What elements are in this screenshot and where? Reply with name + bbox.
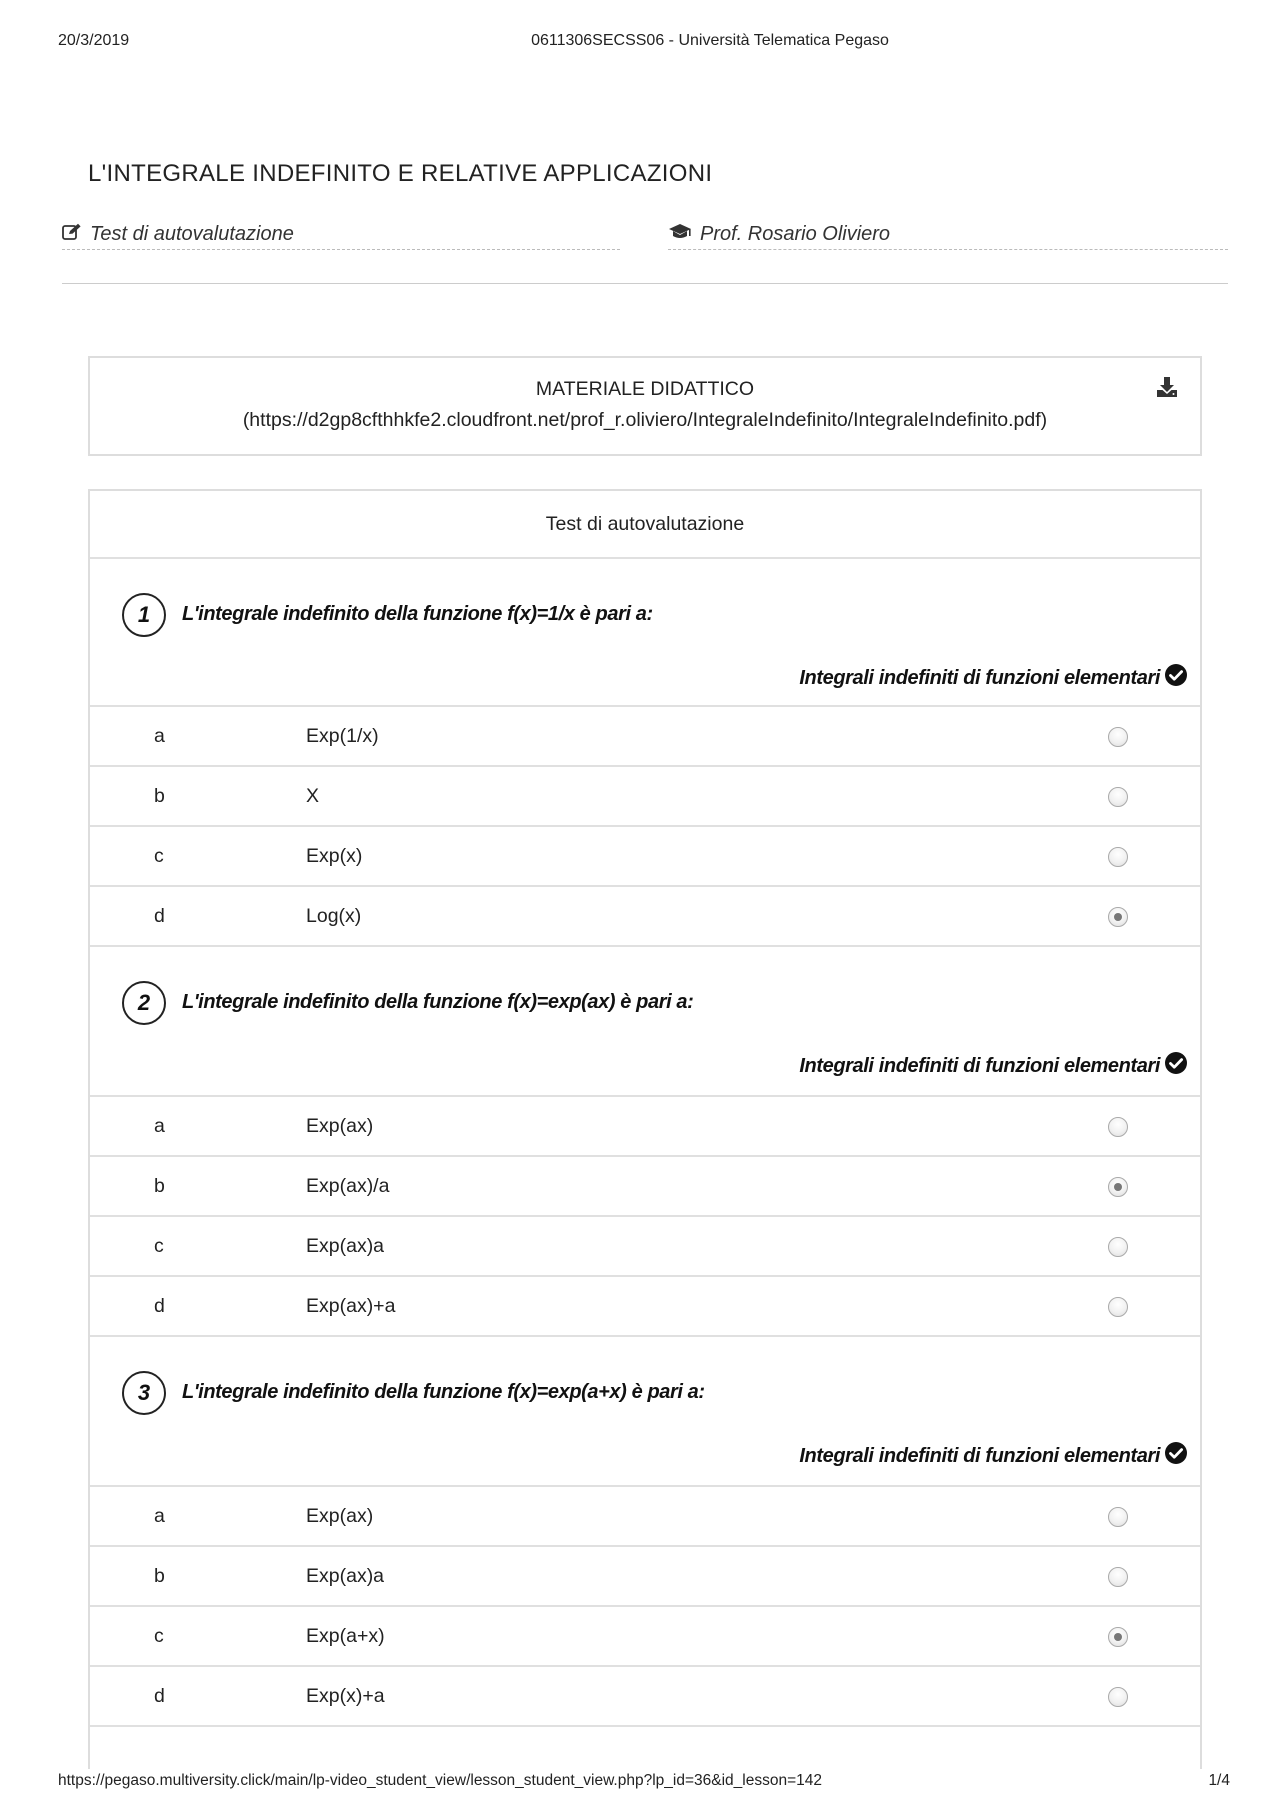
option-letter: b <box>154 1175 165 1197</box>
print-date: 20/3/2019 <box>58 32 130 49</box>
download-icon[interactable] <box>1156 376 1178 404</box>
answer-option[interactable] <box>90 767 1200 827</box>
material-url[interactable]: (https://d2gp8cfthhkfe2.cloudfront.net/prof_r.oliviero/IntegraleIndefinito/IntegraleIndefinito.pdf) <box>242 409 1048 431</box>
question-list <box>90 559 1200 1727</box>
question-1 <box>90 559 1200 947</box>
option-letter: d <box>154 905 165 927</box>
option-letter: a <box>154 725 165 747</box>
option-radio[interactable] <box>1108 1687 1128 1707</box>
question-number: 3 <box>122 1371 166 1415</box>
option-text: Exp(1/x) <box>306 725 379 747</box>
option-text: Exp(ax) <box>306 1115 374 1137</box>
option-text: X <box>306 785 320 807</box>
question-text: L'integrale indefinito della funzione f(x)=exp(a+x) è pari a: <box>182 1381 705 1403</box>
print-title: 0611306SECSS06 - Università Telematica Pegaso <box>531 32 889 49</box>
option-letter: b <box>154 785 165 807</box>
question-topic <box>799 663 1188 693</box>
option-letter: c <box>154 1235 164 1257</box>
edit-icon <box>62 223 90 247</box>
answer-option[interactable] <box>90 1157 1200 1217</box>
question-text: L'integrale indefinito della funzione f(x)=1/x è pari a: <box>182 603 653 625</box>
print-url: https://pegaso.multiversity.click/main/lp-video_student_view/lesson_student_view.php?lp_id=36&id_lesson=142 <box>58 1772 822 1789</box>
option-letter: b <box>154 1565 165 1587</box>
option-letter: c <box>154 1625 164 1647</box>
question-topic-label: Integrali indefiniti di funzioni elementari <box>799 1054 1160 1077</box>
question-topic-label: Integrali indefiniti di funzioni elementari <box>799 666 1160 689</box>
option-radio[interactable] <box>1108 907 1128 927</box>
question-topic <box>799 1051 1188 1081</box>
page-number: 1/4 <box>1208 1772 1230 1789</box>
test-link[interactable] <box>62 220 620 250</box>
graduation-cap-icon <box>668 223 700 247</box>
check-circle-icon <box>1160 663 1188 693</box>
option-letter: a <box>154 1505 165 1527</box>
material-label: MATERIALE DIDATTICO <box>535 378 755 400</box>
question-head <box>90 947 1200 1097</box>
option-text: Exp(ax)a <box>306 1565 385 1587</box>
test-header: Test di autovalutazione <box>90 491 1200 559</box>
check-circle-icon <box>1160 1051 1188 1081</box>
question-3 <box>90 1337 1200 1727</box>
option-text: Exp(ax)a <box>306 1235 385 1257</box>
option-text: Exp(x) <box>306 845 363 867</box>
answer-option[interactable] <box>90 1667 1200 1727</box>
professor-name: Prof. Rosario Oliviero <box>700 223 891 245</box>
answer-option[interactable] <box>90 1607 1200 1667</box>
answer-option[interactable] <box>90 707 1200 767</box>
option-letter: d <box>154 1295 165 1317</box>
answer-option[interactable] <box>90 1277 1200 1337</box>
question-number: 2 <box>122 981 166 1025</box>
option-radio[interactable] <box>1108 1177 1128 1197</box>
test-link-label: Test di autovalutazione <box>90 223 294 245</box>
divider <box>62 283 1228 284</box>
question-text: L'integrale indefinito della funzione f(x)=exp(ax) è pari a: <box>182 991 694 1013</box>
option-radio[interactable] <box>1108 847 1128 867</box>
answer-option[interactable] <box>90 1217 1200 1277</box>
material-box[interactable] <box>88 356 1202 456</box>
question-topic-label: Integrali indefiniti di funzioni elementari <box>799 1444 1160 1467</box>
option-radio[interactable] <box>1108 1507 1128 1527</box>
option-radio[interactable] <box>1108 787 1128 807</box>
page-title: L'INTEGRALE INDEFINITO E RELATIVE APPLICAZIONI <box>88 160 713 187</box>
answer-option[interactable] <box>90 1097 1200 1157</box>
option-radio[interactable] <box>1108 727 1128 747</box>
option-letter: c <box>154 845 164 867</box>
question-head <box>90 1337 1200 1487</box>
check-circle-icon <box>1160 1441 1188 1471</box>
answer-option[interactable] <box>90 1547 1200 1607</box>
option-text: Exp(x)+a <box>306 1685 385 1707</box>
option-letter: d <box>154 1685 165 1707</box>
option-letter: a <box>154 1115 165 1137</box>
print-header <box>0 32 1280 56</box>
option-radio[interactable] <box>1108 1627 1128 1647</box>
question-2 <box>90 947 1200 1337</box>
professor-info <box>668 220 1228 250</box>
option-text: Exp(ax) <box>306 1505 374 1527</box>
option-text: Log(x) <box>306 905 362 927</box>
question-head <box>90 559 1200 707</box>
option-radio[interactable] <box>1108 1117 1128 1137</box>
option-text: Exp(ax)/a <box>306 1175 390 1197</box>
question-number: 1 <box>122 593 166 637</box>
answer-option[interactable] <box>90 1487 1200 1547</box>
test-panel <box>88 489 1202 1769</box>
option-radio[interactable] <box>1108 1567 1128 1587</box>
option-text: Exp(ax)+a <box>306 1295 396 1317</box>
option-radio[interactable] <box>1108 1297 1128 1317</box>
answer-option[interactable] <box>90 887 1200 947</box>
option-text: Exp(a+x) <box>306 1625 385 1647</box>
question-topic <box>799 1441 1188 1471</box>
answer-option[interactable] <box>90 827 1200 887</box>
option-radio[interactable] <box>1108 1237 1128 1257</box>
lesson-meta <box>62 220 1228 250</box>
